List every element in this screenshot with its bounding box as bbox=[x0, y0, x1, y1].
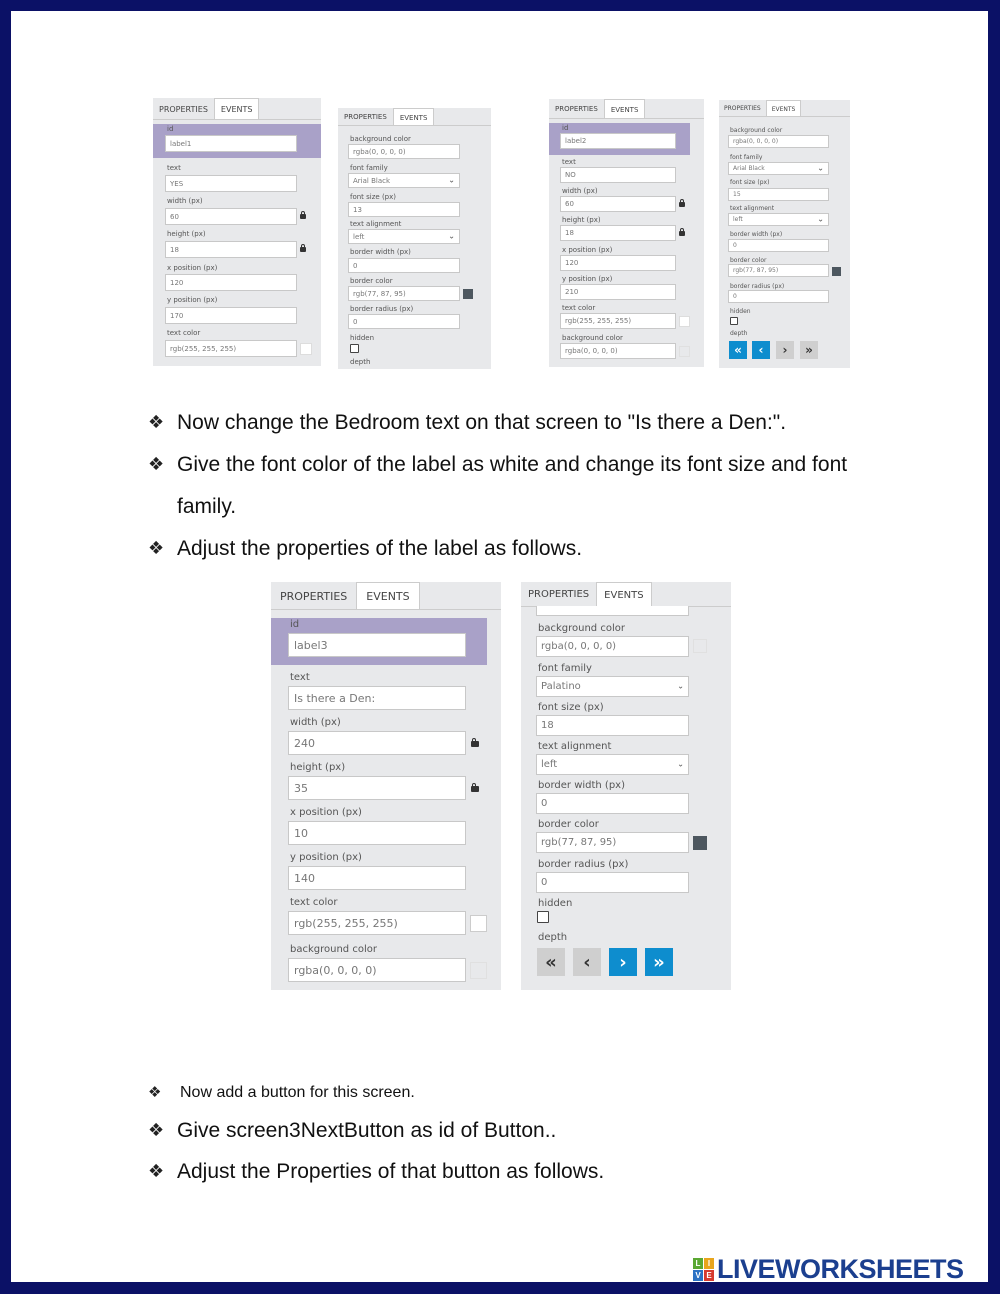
tab-divider bbox=[338, 125, 491, 126]
y-position-label: y position (px) bbox=[290, 852, 362, 863]
text-color-swatch[interactable] bbox=[470, 915, 487, 932]
x-position-input[interactable]: 10 bbox=[288, 821, 466, 845]
border-color-input[interactable]: rgb(77, 87, 95) bbox=[728, 264, 829, 277]
font-family-select[interactable]: Arial Black ⌄ bbox=[348, 173, 460, 188]
instruction-text: Adjust the properties of the label as follows. bbox=[177, 537, 583, 560]
height-input[interactable]: 18 bbox=[165, 241, 297, 258]
hidden-checkbox[interactable] bbox=[350, 344, 359, 353]
depth-send-to-back-button[interactable]: « bbox=[729, 341, 747, 359]
border-radius-input[interactable]: 0 bbox=[728, 290, 829, 303]
tab-properties[interactable]: PROPERTIES bbox=[271, 582, 356, 610]
text-alignment-label: text alignment bbox=[730, 205, 775, 212]
border-color-label: border color bbox=[538, 819, 599, 830]
border-width-input[interactable]: 0 bbox=[536, 793, 689, 814]
font-size-input[interactable]: 18 bbox=[536, 715, 689, 736]
height-label: height (px) bbox=[290, 762, 346, 773]
font-size-label: font size (px) bbox=[350, 193, 396, 201]
text-input[interactable]: NO bbox=[560, 167, 676, 183]
background-color-swatch[interactable] bbox=[693, 639, 707, 653]
font-family-label: font family bbox=[730, 154, 763, 161]
height-lock-icon[interactable] bbox=[471, 786, 479, 792]
id-input[interactable]: label1 bbox=[165, 135, 297, 152]
text-input[interactable]: YES bbox=[165, 175, 297, 192]
background-color-label: background color bbox=[730, 127, 783, 134]
text-alignment-label: text alignment bbox=[538, 741, 612, 752]
previous-field-edge bbox=[536, 606, 689, 616]
background-color-swatch[interactable] bbox=[679, 346, 690, 357]
y-position-input[interactable]: 140 bbox=[288, 866, 466, 890]
background-color-label: background color bbox=[290, 944, 377, 955]
tab-properties[interactable]: PROPERTIES bbox=[153, 98, 214, 120]
x-position-input[interactable]: 120 bbox=[165, 274, 297, 291]
border-width-label: border width (px) bbox=[730, 231, 783, 238]
instruction-text: Now change the Bedroom text on that screen to "Is there a Den:". bbox=[177, 411, 787, 434]
border-width-label: border width (px) bbox=[538, 780, 626, 791]
depth-bring-to-front-button[interactable]: » bbox=[645, 948, 673, 976]
logo-tile: L bbox=[693, 1258, 703, 1269]
panel-tabs bbox=[719, 100, 801, 117]
id-label: id bbox=[562, 124, 569, 132]
hidden-checkbox[interactable] bbox=[730, 317, 738, 325]
bullet-icon: ❖ bbox=[148, 454, 165, 475]
text-color-label: text color bbox=[562, 304, 596, 312]
bullet-icon: ❖ bbox=[148, 1120, 165, 1141]
instruction-text: Now add a button for this screen. bbox=[180, 1084, 415, 1101]
border-width-input[interactable]: 0 bbox=[728, 239, 829, 252]
height-input[interactable]: 35 bbox=[288, 776, 466, 800]
text-color-input[interactable]: rgb(255, 255, 255) bbox=[560, 313, 676, 329]
border-radius-label: border radius (px) bbox=[350, 305, 414, 313]
height-input[interactable]: 18 bbox=[560, 225, 676, 241]
properties-panel-label1 bbox=[153, 98, 321, 366]
border-color-swatch[interactable] bbox=[832, 267, 841, 276]
border-color-swatch[interactable] bbox=[463, 289, 473, 299]
font-size-label: font size (px) bbox=[538, 702, 604, 713]
border-radius-label: border radius (px) bbox=[538, 859, 629, 870]
background-color-label: background color bbox=[350, 135, 411, 143]
instruction-text: Give the font color of the label as white and change its font size and font bbox=[177, 453, 848, 476]
id-label: id bbox=[167, 125, 174, 133]
id-input[interactable]: label2 bbox=[560, 133, 676, 149]
text-alignment-select[interactable]: left ⌄ bbox=[728, 213, 829, 226]
depth-bring-forward-button[interactable]: › bbox=[609, 948, 637, 976]
text-color-input[interactable]: rgb(255, 255, 255) bbox=[288, 911, 466, 935]
depth-send-backward-button[interactable]: ‹ bbox=[752, 341, 770, 359]
background-color-input[interactable]: rgba(0, 0, 0, 0) bbox=[288, 958, 466, 982]
tab-events[interactable]: EVENTS bbox=[393, 108, 435, 126]
height-label: height (px) bbox=[562, 216, 601, 224]
instruction-text: Adjust the Properties of that button as follows. bbox=[177, 1160, 605, 1183]
tab-events[interactable]: EVENTS bbox=[596, 582, 651, 607]
tab-properties[interactable]: PROPERTIES bbox=[338, 108, 393, 126]
properties-panel-label2 bbox=[549, 99, 704, 367]
background-color-input[interactable]: rgba(0, 0, 0, 0) bbox=[348, 144, 460, 159]
tab-divider bbox=[549, 118, 704, 119]
panel-tabs bbox=[153, 98, 259, 120]
tab-divider bbox=[271, 609, 501, 610]
background-color-input[interactable]: rgba(0, 0, 0, 0) bbox=[560, 343, 676, 359]
border-radius-label: border radius (px) bbox=[730, 283, 785, 290]
border-color-input[interactable]: rgb(77, 87, 95) bbox=[348, 286, 460, 301]
text-color-label: text color bbox=[167, 329, 201, 337]
font-size-input[interactable]: 13 bbox=[348, 202, 460, 217]
x-position-label: x position (px) bbox=[562, 246, 613, 254]
width-input[interactable]: 60 bbox=[165, 208, 297, 225]
hidden-label: hidden bbox=[350, 334, 375, 342]
id-label: id bbox=[290, 619, 300, 630]
instruction-text: Give screen3NextButton as id of Button.. bbox=[177, 1119, 557, 1142]
text-color-label: text color bbox=[290, 897, 338, 908]
logo-tile: I bbox=[704, 1258, 714, 1269]
tab-events[interactable]: EVENTS bbox=[604, 99, 646, 119]
panel-tabs bbox=[271, 582, 420, 610]
depth-bring-forward-button[interactable]: › bbox=[776, 341, 794, 359]
depth-label: depth bbox=[350, 358, 371, 366]
text-color-swatch[interactable] bbox=[679, 316, 690, 327]
bullet-icon: ❖ bbox=[148, 412, 165, 433]
width-input[interactable]: 60 bbox=[560, 196, 676, 212]
tab-divider bbox=[153, 119, 321, 120]
depth-send-to-back-button[interactable]: « bbox=[537, 948, 565, 976]
background-color-label: background color bbox=[562, 334, 623, 342]
height-label: height (px) bbox=[167, 230, 206, 238]
width-label: width (px) bbox=[167, 197, 203, 205]
border-color-label: border color bbox=[730, 257, 767, 264]
bullet-icon: ❖ bbox=[148, 1161, 165, 1182]
panel-tabs bbox=[338, 108, 434, 126]
border-width-input[interactable]: 0 bbox=[348, 258, 460, 273]
panel-tabs bbox=[521, 582, 652, 607]
height-lock-icon[interactable] bbox=[300, 247, 306, 252]
text-alignment-select[interactable]: left ⌄ bbox=[348, 229, 460, 244]
tab-events[interactable]: EVENTS bbox=[356, 582, 419, 610]
text-color-swatch[interactable] bbox=[300, 343, 312, 355]
tab-properties[interactable]: PROPERTIES bbox=[549, 99, 604, 119]
background-color-input[interactable]: rgba(0, 0, 0, 0) bbox=[536, 636, 689, 657]
y-position-input[interactable]: 210 bbox=[560, 284, 676, 300]
bullet-icon: ❖ bbox=[148, 1083, 162, 1101]
logo-text: LIVEWORKSHEETS bbox=[717, 1253, 964, 1284]
font-family-select[interactable]: Arial Black ⌄ bbox=[728, 162, 829, 175]
x-position-label: x position (px) bbox=[290, 807, 362, 818]
depth-label: depth bbox=[730, 330, 748, 337]
border-color-input[interactable]: rgb(77, 87, 95) bbox=[536, 832, 689, 853]
text-alignment-label: text alignment bbox=[350, 220, 402, 228]
width-label: width (px) bbox=[562, 187, 598, 195]
width-label: width (px) bbox=[290, 717, 341, 728]
height-lock-icon[interactable] bbox=[679, 231, 685, 236]
logo-tile: E bbox=[704, 1270, 714, 1281]
id-input[interactable]: label3 bbox=[288, 633, 466, 657]
text-label: text bbox=[290, 672, 310, 683]
text-input[interactable]: Is there a Den: bbox=[288, 686, 466, 710]
logo-tile: V bbox=[693, 1270, 703, 1281]
width-lock-icon[interactable] bbox=[300, 214, 306, 219]
depth-bring-to-front-button[interactable]: » bbox=[800, 341, 818, 359]
font-family-label: font family bbox=[538, 663, 592, 674]
y-position-label: y position (px) bbox=[562, 275, 613, 283]
text-color-input[interactable]: rgb(255, 255, 255) bbox=[165, 340, 297, 357]
border-color-label: border color bbox=[350, 277, 393, 285]
depth-send-backward-button[interactable]: ‹ bbox=[573, 948, 601, 976]
bullet-icon: ❖ bbox=[148, 538, 165, 559]
x-position-label: x position (px) bbox=[167, 264, 218, 272]
background-color-label: background color bbox=[538, 623, 625, 634]
hidden-checkbox[interactable] bbox=[537, 911, 549, 923]
style-panel-label3 bbox=[521, 582, 731, 990]
font-size-label: font size (px) bbox=[730, 179, 770, 186]
border-width-label: border width (px) bbox=[350, 248, 411, 256]
y-position-input[interactable]: 170 bbox=[165, 307, 297, 324]
text-alignment-select[interactable]: left ⌄ bbox=[536, 754, 689, 775]
tab-properties[interactable]: PROPERTIES bbox=[719, 100, 766, 117]
border-color-swatch[interactable] bbox=[693, 836, 707, 850]
tab-divider bbox=[719, 116, 850, 117]
font-family-select[interactable]: Palatino ⌄ bbox=[536, 676, 689, 697]
font-size-input[interactable]: 15 bbox=[728, 188, 829, 201]
properties-panel-label3 bbox=[271, 582, 501, 990]
hidden-label: hidden bbox=[730, 308, 751, 315]
width-input[interactable]: 240 bbox=[288, 731, 466, 755]
instruction-text-continued: family. bbox=[177, 495, 237, 518]
width-lock-icon[interactable] bbox=[471, 741, 479, 747]
text-label: text bbox=[167, 164, 181, 172]
style-panel-label1 bbox=[338, 108, 491, 369]
font-family-label: font family bbox=[350, 164, 388, 172]
tab-properties[interactable]: PROPERTIES bbox=[521, 582, 596, 607]
background-color-input[interactable]: rgba(0, 0, 0, 0) bbox=[728, 135, 829, 148]
x-position-input[interactable]: 120 bbox=[560, 255, 676, 271]
liveworksheets-logo bbox=[693, 1253, 964, 1284]
background-color-swatch[interactable] bbox=[470, 962, 487, 979]
text-label: text bbox=[562, 158, 576, 166]
depth-label: depth bbox=[538, 932, 568, 943]
tab-events[interactable]: EVENTS bbox=[766, 100, 802, 117]
border-radius-input[interactable]: 0 bbox=[536, 872, 689, 893]
logo-tiles-icon bbox=[693, 1258, 714, 1281]
hidden-label: hidden bbox=[538, 898, 573, 909]
tab-events[interactable]: EVENTS bbox=[214, 98, 260, 120]
panel-tabs bbox=[549, 99, 645, 119]
style-panel-label2 bbox=[719, 100, 850, 368]
y-position-label: y position (px) bbox=[167, 296, 218, 304]
width-lock-icon[interactable] bbox=[679, 202, 685, 207]
border-radius-input[interactable]: 0 bbox=[348, 314, 460, 329]
